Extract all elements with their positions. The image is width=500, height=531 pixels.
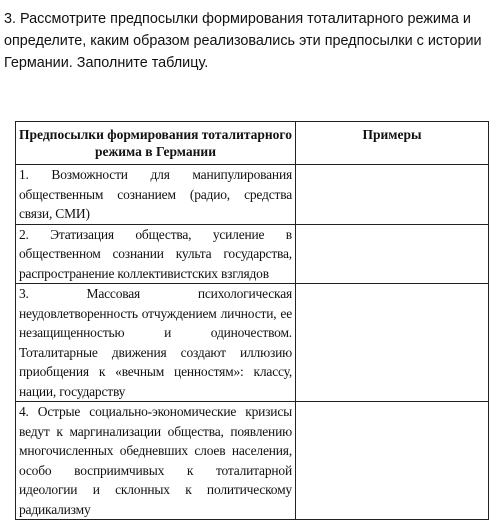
task-text: 3. Рассмотрите предпосылки формирования тоталитарного режима и определите, каким образом реализовались эти предпосылки с истории Германии. Заполните таблицу. [4,11,482,71]
table-row [16,165,489,225]
example-cell-3[interactable] [296,284,489,402]
premise-cell-4: 4. Острые социально-экономические кризисы ведут к маргинализации общества, появлению многочисленных обедневших слоев населения, особо восприимчивых к тоталитарной идеологии и склонных к политическому радикализму [16,402,296,520]
prerequisites-table-container [15,121,488,520]
premise-cell-3: 3. Массовая психологическая неудовлетворенность отчуждением личности, ее незащищенностью и одиночеством. Тоталитарные движения создают иллюзию приобщения к «вечным ценностям»: классу, нации, государству [16,284,296,402]
header-examples: Примеры [296,122,489,165]
example-cell-4[interactable] [296,402,489,520]
table-header-row [16,122,489,165]
example-cell-1[interactable] [296,165,489,225]
table-row [16,224,489,284]
premise-cell-1: 1. Возможности для манипулирования общественным сознанием (радио, средства связи, СМИ) [16,165,296,225]
header-premises: Предпосылки формирования тоталитарного режима в Германии [16,122,296,165]
premise-cell-2: 2. Этатизация общества, усиление в общественном сознании культа государства, распространение коллективистских взглядов [16,224,296,284]
table-row [16,402,489,520]
prerequisites-table [15,121,489,520]
example-cell-2[interactable] [296,224,489,284]
table-row [16,284,489,402]
